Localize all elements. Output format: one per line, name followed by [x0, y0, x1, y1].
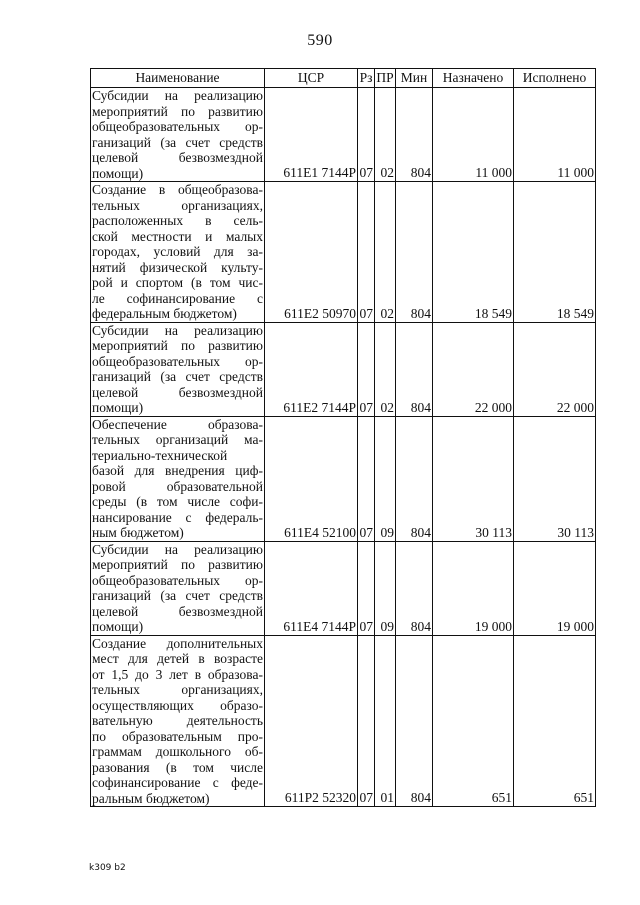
table-row [91, 541, 596, 635]
row-rz-cell: 07 [358, 635, 375, 807]
row-name-cell [91, 635, 265, 807]
row-name-line: помощи) [92, 619, 144, 634]
row-name-line: помощи) [92, 165, 144, 181]
row-min-cell: 804 [396, 322, 433, 416]
row-name-line: расположенных в сель- [92, 213, 263, 228]
row-name-line: тельных организациях, [92, 682, 263, 697]
row-name-line: от 1,5 до 3 лет в образова- [92, 666, 263, 682]
table-header-row [91, 69, 596, 88]
row-name-line: городах, условий для за- [92, 244, 263, 259]
row-executed-cell: 18 549 [514, 182, 596, 323]
row-name-line: Обеспечение образова- [92, 416, 263, 432]
row-name-line: ганизаций (за счет средств [92, 134, 263, 150]
row-name-line: Субсидии на реализацию [92, 322, 263, 338]
row-executed-cell: 22 000 [514, 322, 596, 416]
row-assigned-cell: 651 [433, 635, 514, 807]
row-name-line: мероприятий по развитию [92, 557, 263, 572]
row-rz-cell: 07 [358, 182, 375, 323]
row-csr-cell: 611P2 52320 [265, 635, 358, 807]
row-name-line: тельных организациях, [92, 197, 263, 213]
header-name: Наименование [91, 69, 265, 88]
row-name-line: мероприятий по развитию [92, 338, 263, 353]
row-name-line: общеобразовательных ор- [92, 353, 263, 369]
footer-code: k309 b2 [89, 863, 126, 873]
row-name-line: ральным бюджетом) [92, 790, 210, 806]
row-pr-cell: 09 [375, 541, 396, 635]
row-name-cell [91, 416, 265, 541]
row-name-line: нятий физической культу- [92, 259, 263, 275]
row-min-cell: 804 [396, 635, 433, 807]
row-name-line: ровой образовательной [92, 478, 263, 494]
row-name-line: целевой безвозмездной [92, 603, 263, 619]
row-name-line: ле софинансирование с [92, 290, 263, 306]
row-executed-cell: 11 000 [514, 88, 596, 182]
table-row [91, 635, 596, 807]
row-name-line: софинансирование с феде- [92, 775, 263, 790]
header-csr: ЦСР [265, 69, 358, 88]
row-csr-cell: 611E2 7144P [265, 322, 358, 416]
row-csr-cell: 611E2 50970 [265, 182, 358, 323]
table-row [91, 182, 596, 323]
row-name-line: федеральным бюджетом) [92, 306, 237, 321]
row-name-line: граммам дошкольного об- [92, 744, 263, 759]
row-rz-cell: 07 [358, 322, 375, 416]
row-pr-cell: 02 [375, 322, 396, 416]
row-pr-cell: 01 [375, 635, 396, 807]
row-name-line: териально-технической [92, 447, 228, 463]
row-assigned-cell: 30 113 [433, 416, 514, 541]
row-name-line: Создание дополнительных [92, 635, 263, 651]
row-name-line: Субсидии на реализацию [92, 88, 263, 103]
row-assigned-cell: 18 549 [433, 182, 514, 323]
row-name-cell [91, 88, 265, 182]
row-csr-cell: 611E4 52100 [265, 416, 358, 541]
row-executed-cell: 651 [514, 635, 596, 807]
row-min-cell: 804 [396, 182, 433, 323]
row-name-line: ганизаций (за счет средств [92, 588, 263, 603]
row-csr-cell: 611E4 7144P [265, 541, 358, 635]
row-name-line: осуществляющих образо- [92, 697, 263, 713]
row-assigned-cell: 22 000 [433, 322, 514, 416]
table-row [91, 88, 596, 182]
row-name-line: общеобразовательных ор- [92, 119, 263, 134]
table-row [91, 416, 596, 541]
row-min-cell: 804 [396, 541, 433, 635]
header-assigned: Назначено [433, 69, 514, 88]
row-pr-cell: 09 [375, 416, 396, 541]
row-min-cell: 804 [396, 416, 433, 541]
row-min-cell: 804 [396, 88, 433, 182]
row-rz-cell: 07 [358, 541, 375, 635]
budget-table [90, 68, 596, 807]
row-name-line: целевой безвозмездной [92, 384, 263, 400]
row-name-line: ской местности и малых [92, 228, 263, 244]
row-name-line: мест для детей в возрасте [92, 651, 263, 666]
row-name-line: нансирование с федераль- [92, 509, 263, 525]
row-assigned-cell: 19 000 [433, 541, 514, 635]
page-number: 590 [307, 32, 333, 49]
table-row [91, 322, 596, 416]
row-name-cell [91, 322, 265, 416]
row-name-line: мероприятий по развитию [92, 103, 263, 119]
row-name-line: разования (в том числе [92, 759, 263, 775]
row-pr-cell: 02 [375, 182, 396, 323]
row-name-line: общеобразовательных ор- [92, 572, 263, 588]
header-min: Мин [396, 69, 433, 88]
row-name-line: вательную деятельность [92, 713, 263, 728]
row-name-line: ганизаций (за счет средств [92, 369, 263, 384]
row-assigned-cell: 11 000 [433, 88, 514, 182]
row-name-cell [91, 182, 265, 323]
row-name-line: тельных организаций ма- [92, 432, 263, 447]
row-rz-cell: 07 [358, 88, 375, 182]
header-rz: Рз [358, 69, 375, 88]
header-executed: Исполнено [514, 69, 596, 88]
row-csr-cell: 611E1 7144P [265, 88, 358, 182]
row-rz-cell: 07 [358, 416, 375, 541]
row-name-line: по образовательным про- [92, 728, 263, 744]
row-name-line: Субсидии на реализацию [92, 541, 263, 557]
row-name-line: ным бюджетом) [92, 525, 184, 540]
row-name-cell [91, 541, 265, 635]
row-name-line: среды (в том числе софи- [92, 494, 263, 509]
row-executed-cell: 30 113 [514, 416, 596, 541]
row-name-line: помощи) [92, 400, 144, 415]
row-name-line: рой и спортом (в том чис- [92, 275, 263, 290]
row-name-line: целевой безвозмездной [92, 150, 263, 165]
row-pr-cell: 02 [375, 88, 396, 182]
header-pr: ПР [375, 69, 396, 88]
row-name-line: Создание в общеобразова- [92, 182, 263, 197]
row-executed-cell: 19 000 [514, 541, 596, 635]
row-name-line: базой для внедрения циф- [92, 463, 263, 478]
